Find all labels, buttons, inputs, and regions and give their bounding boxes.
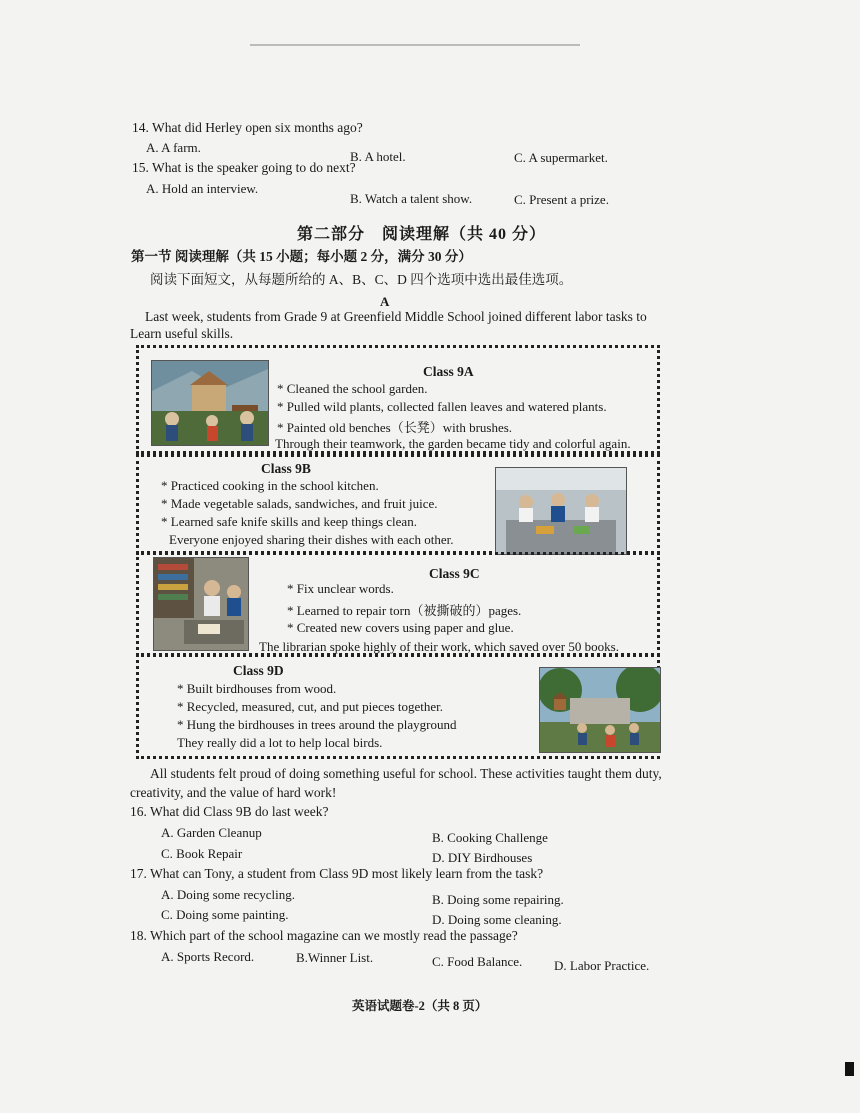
class-9b-box (136, 454, 660, 554)
class-9b-line-2: * Made vegetable salads, sandwiches, and fruit juice. (161, 496, 438, 511)
q17-option-a: A. Doing some recycling. (161, 887, 295, 902)
q18-option-d: D. Labor Practice. (554, 958, 650, 973)
q15-question: 15. What is the speaker going to do next? (132, 160, 356, 175)
q16-option-b: B. Cooking Challenge (432, 830, 548, 845)
class-9b-line-1: * Practiced cooking in the school kitchen. (161, 478, 379, 493)
q18-option-c: C. Food Balance. (432, 954, 523, 969)
class-9a-line-3: * Painted old benches（长凳）with brushes. (277, 420, 513, 435)
instructions: 阅读下面短文，从每题所给的 A、B、C、D 四个选项中选出最佳选项。 (150, 272, 573, 287)
q15-option-b: B. Watch a talent show. (350, 191, 473, 206)
book-repair-photo (153, 557, 249, 651)
q17-option-d: D. Doing some cleaning. (432, 912, 562, 927)
class-9c-line-3: * Created new covers using paper and glue. (287, 620, 514, 635)
class-9d-box (136, 654, 660, 759)
birdhouse-photo (539, 667, 661, 753)
q17-option-c: C. Doing some painting. (161, 907, 289, 922)
class-9a-title: Class 9A (423, 364, 474, 379)
section1-title: 第一节 阅读理解（共 15 小题；每小题 2 分，满分 30 分） (131, 249, 472, 264)
part2-title: 第二部分 阅读理解（共 40 分） (297, 226, 547, 243)
q17-option-b: B. Doing some repairing. (432, 892, 564, 907)
q15-option-a: A. Hold an interview. (146, 181, 259, 196)
scan-edge-mark (845, 1062, 854, 1076)
intro-line-2: Learn useful skills. (130, 326, 234, 341)
q18-option-b: B.Winner List. (296, 950, 374, 965)
class-9d-title: Class 9D (233, 663, 284, 678)
intro-line-1: Last week, students from Grade 9 at Greenfield Middle School joined different labor tasks to (145, 309, 647, 324)
class-9a-line-4: Through their teamwork, the garden became tidy and colorful again. (275, 436, 631, 451)
closing-line-2: creativity, and the value of hard work! (130, 785, 337, 800)
class-9a-line-1: * Cleaned the school garden. (277, 381, 428, 396)
q14-option-c: C. A supermarket. (514, 150, 608, 165)
class-9b-line-3: * Learned safe knife skills and keep things clean. (161, 514, 417, 529)
passage-letter: A (380, 294, 390, 309)
q17-question: 17. What can Tony, a student from Class 9D most likely learn from the task? (130, 866, 544, 881)
q18-question: 18. Which part of the school magazine can we mostly read the passage? (130, 928, 518, 943)
q14-option-b: B. A hotel. (350, 149, 406, 164)
garden-photo (151, 360, 269, 446)
class-9d-line-1: * Built birdhouses from wood. (177, 681, 337, 696)
q14-option-a: A. A farm. (146, 140, 201, 155)
class-9d-line-2: * Recycled, measured, cut, and put pieces together. (177, 699, 444, 714)
class-9b-title: Class 9B (261, 461, 311, 476)
class-9c-line-1: * Fix unclear words. (287, 581, 394, 596)
q16-question: 16. What did Class 9B do last week? (130, 804, 329, 819)
top-scan-line (250, 44, 580, 46)
q18-option-a: A. Sports Record. (161, 949, 255, 964)
q15-option-c: C. Present a prize. (514, 192, 609, 207)
q16-option-d: D. DIY Birdhouses (432, 850, 533, 865)
closing-line-1: All students felt proud of doing something useful for school. These activities taught them duty, (150, 766, 662, 781)
q16-option-c: C. Book Repair (161, 846, 243, 861)
class-9c-box (136, 552, 660, 656)
page-footer: 英语试题卷-2（共 8 页） (352, 999, 488, 1013)
class-9c-title: Class 9C (429, 566, 480, 581)
q16-option-a: A. Garden Cleanup (161, 825, 262, 840)
class-9b-line-4: Everyone enjoyed sharing their dishes with each other. (169, 532, 454, 547)
class-9d-line-3: * Hung the birdhouses in trees around the playground (177, 717, 457, 732)
q14-question: 14. What did Herley open six months ago? (132, 120, 363, 135)
class-9d-line-4: They really did a lot to help local birds. (177, 735, 383, 750)
class-9c-line-4: The librarian spoke highly of their work, which saved over 50 books. (259, 639, 619, 654)
class-9c-line-2: * Learned to repair torn（被撕破的）pages. (287, 603, 522, 618)
class-9a-box (136, 345, 660, 454)
kitchen-photo (495, 467, 627, 555)
class-9a-line-2: * Pulled wild plants, collected fallen leaves and watered plants. (277, 399, 607, 414)
